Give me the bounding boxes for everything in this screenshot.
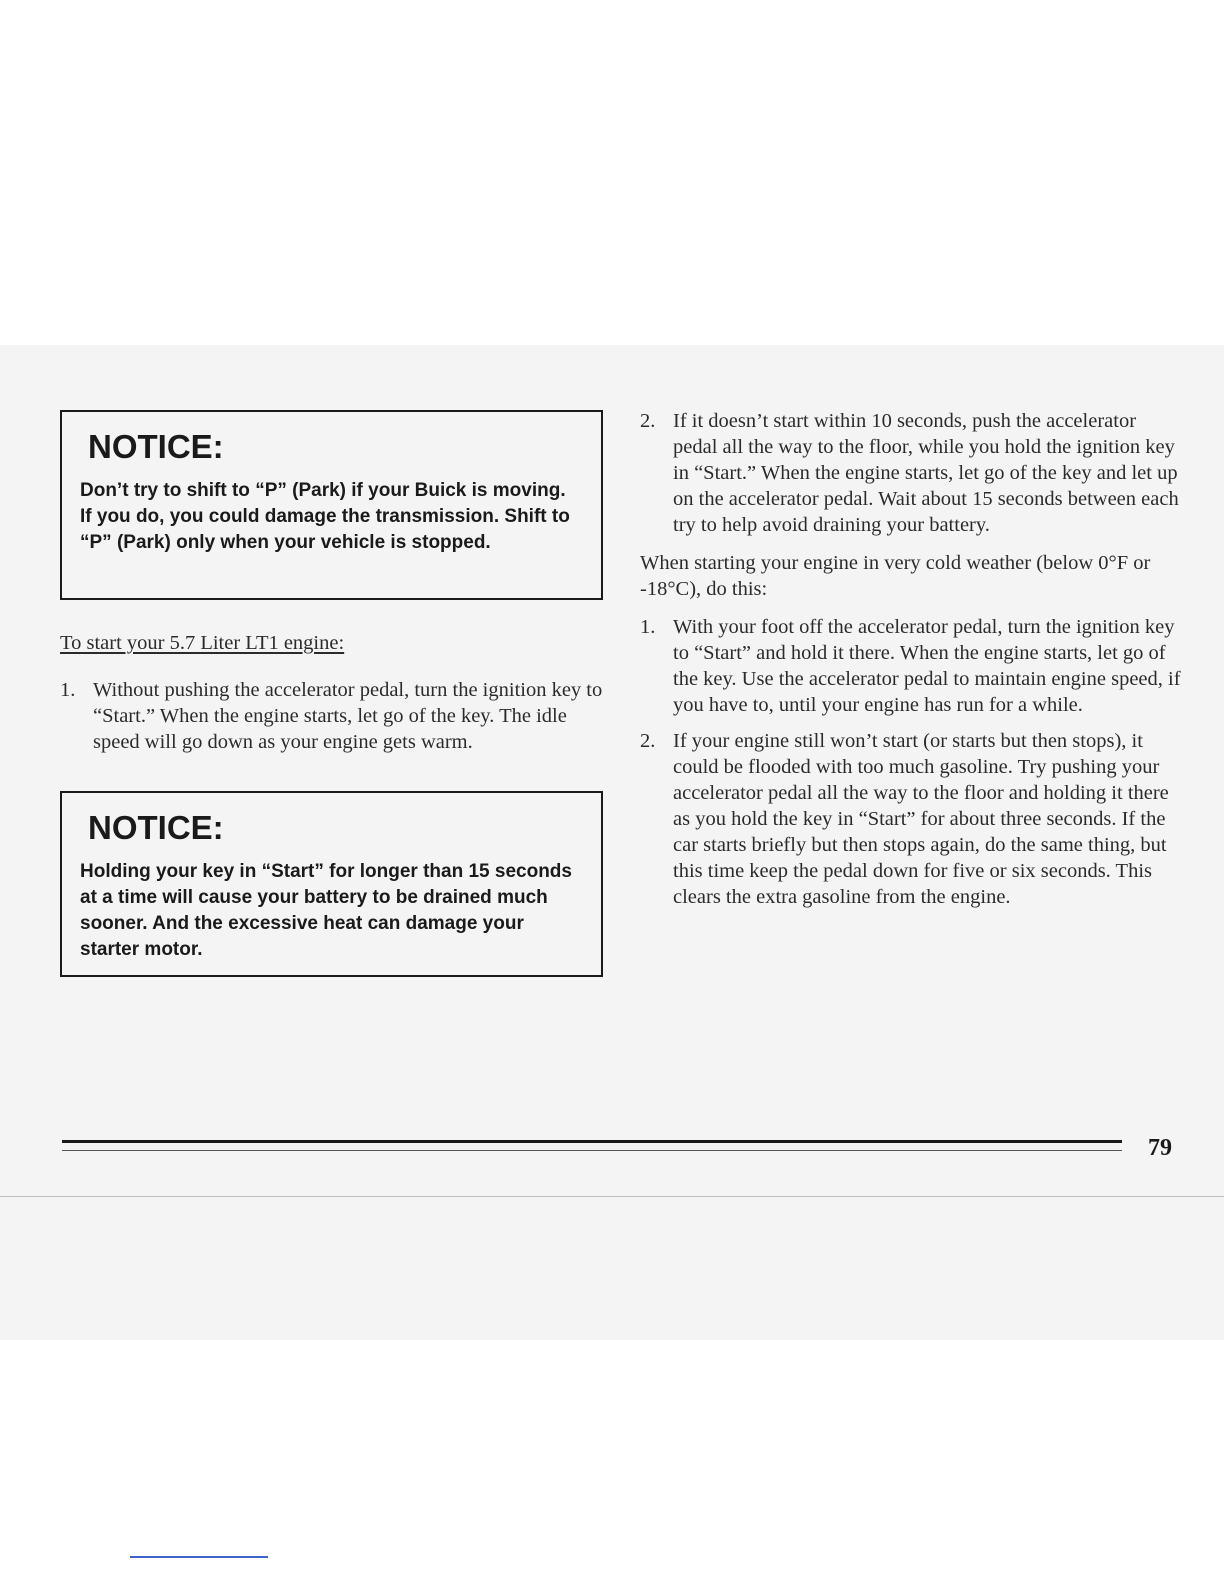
notice-box-starter (60, 791, 603, 977)
footer-rule (62, 1140, 1122, 1151)
notice-title: NOTICE: (88, 808, 224, 846)
notice-text: Don’t try to shift to “P” (Park) if your Buick is moving. If you do, you could damage the transmission. Shift to “P” (Park) only when your vehicle is stopped. (80, 480, 570, 553)
rule-thin (62, 1150, 1122, 1151)
right-column (640, 408, 1185, 910)
list-text: If your engine still won’t start (or starts but then stops), it could be flooded with too much gasoline. Try pushing your accelerator pedal all the way to the floor and holding it there as you hold the key in “Start” for about three seconds. If the car starts briefly but then stops again, do the same thing, but this time keep the pedal down for five or six seconds. This clears the extra gasoline from the engine. (673, 730, 1169, 908)
list-item (640, 408, 1185, 538)
notice-box-park (60, 410, 603, 600)
notice-text: Holding your key in “Start” for longer than 15 seconds at a time will cause your battery to be drained much sooner. And the excessive heat can damage your starter motor. (80, 860, 572, 960)
bottom-mark (130, 1556, 268, 1558)
list-number: 1. (60, 678, 76, 701)
list-item (60, 677, 605, 755)
scan-edge-line (0, 1196, 1224, 1197)
list-text: If it doesn’t start within 10 seconds, push the accelerator pedal all the way to the floor, while you hold the ignition key in “Start.” When the engine starts, let go of the key and let up on the accelerator pedal. Wait about 15 seconds between each try to help avoid draining your battery. (673, 410, 1179, 536)
list-number: 1. (640, 616, 656, 638)
list-text: With your foot off the accelerator pedal, turn the ignition key to “Start” and hold it there. When the engine starts, let go of the key. Use the accelerator pedal to maintain engine speed, if you have to, until your engine has run for a while. (673, 616, 1181, 716)
left-column (60, 410, 605, 977)
rule-thick (62, 1140, 1122, 1143)
list-item (640, 728, 1185, 910)
section-intro: To start your 5.7 Liter LT1 engine: (60, 632, 345, 654)
list-number: 2. (640, 410, 656, 432)
page-number: 79 (1148, 1135, 1172, 1161)
cold-weather-intro: When starting your engine in very cold weather (below 0°F or -18°C), do this: (640, 552, 1151, 600)
list-text: Without pushing the accelerator pedal, turn the ignition key to “Start.” When the engine starts, let go of the key. The idle speed will go down as your engine gets warm. (93, 678, 603, 753)
list-number: 2. (640, 730, 656, 752)
notice-title: NOTICE: (88, 428, 224, 465)
list-item (640, 614, 1185, 718)
